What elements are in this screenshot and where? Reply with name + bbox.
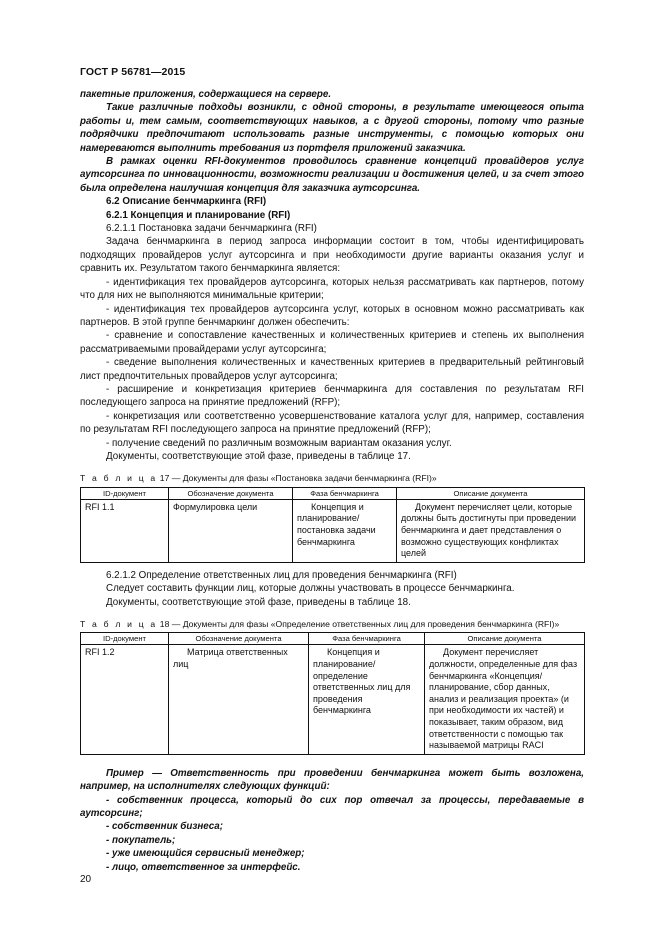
col-header-description: Описание документа [425, 633, 585, 645]
standard-header: ГОСТ Р 56781—2015 [80, 66, 186, 78]
table-header-row [81, 633, 585, 645]
intro-paragraph-0: пакетные приложения, содержащиеся на сервере. [80, 89, 332, 100]
body-paragraph: Следует составить функции лиц, которые должны участвовать в процессе бенчмаркинга. [106, 583, 515, 595]
example-list-item: - собственник бизнеса; [106, 821, 223, 833]
table-caption-prefix: Т а б л и ц а [80, 473, 158, 484]
col-header-name: Обозначение документа [169, 487, 293, 499]
heading-6-2: 6.2 Описание бенчмаркинга (RFI) [106, 196, 267, 208]
example-paragraph: Пример — Ответственность при проведении бенчмаркинга может быть возложена, например, на исполнителях следующих функций: [80, 767, 584, 793]
intro-paragraph-2: В рамках оценки RFI-документов проводилось сравнение концепций провайдеров услуг аутсорсинга по инновационности, возможности реализации и достижения целей, и за счет этого была определена наилучшая концепция для заказчика аутсорсинга. [80, 156, 584, 194]
body-list-item: - сравнение и сопоставление качественных и количественных критериев и степень их выполнения рассматриваемыми провайдерами услуг аутсорсинга; [80, 330, 584, 355]
body-list-item: - расширение и конкретизация критериев бенчмаркинга для составления по результатам RFI последующего запроса на принятие предложений (RFP); [80, 383, 584, 409]
body-paragraph: Документы, соответствующие этой фазе, приведены в таблице 17. [106, 450, 411, 462]
cell-phase: Концепция и планирование/ определение ответственных лиц для проведения бенчмаркинга [309, 645, 425, 754]
col-header-id: ID-документ [81, 487, 169, 499]
col-header-phase: Фаза бенчмаркинга [309, 633, 425, 645]
body-list-item: - конкретизация или соответственно усовершенствование каталога услуг для, например, составления по результатам RFI последующего запроса на принятие предложений (RFP); [80, 410, 584, 436]
table-18 [80, 632, 585, 754]
col-header-name: Обозначение документа [169, 633, 309, 645]
intro-paragraph-1: Такие различные подходы возникли, с одной стороны, в результате имеющегося опыта работы и, тем самым, соответствующих навыков, а с другой стороны, потому что разные подрядчики предпочитают использовать разные инструменты, с помощью которых они намереваются выполнить требования из портфеля приложений заказчика. [80, 102, 584, 154]
table-row [81, 499, 585, 562]
cell-description: Документ перечисляет должности, определенные для фаз бенчмаркинга «Концепция/планирование, сбор данных, анализ и реализация проекта» (и при необходимости их частей) и показывает, таким образом, вид ответственности с помощью так называемой матрицы RACI [425, 645, 585, 754]
col-header-id: ID-документ [81, 633, 169, 645]
col-header-description: Описание документа [397, 487, 585, 499]
cell-id: RFI 1.1 [81, 499, 169, 562]
cell-phase: Концепция и планирование/ постановка задачи бенчмаркинга [293, 499, 397, 562]
table-17 [80, 487, 585, 563]
heading-6-2-1: 6.2.1 Концепция и планирование (RFI) [106, 209, 291, 221]
heading-6-2-1-1: 6.2.1.1 Постановка задачи бенчмаркинга (RFI) [106, 223, 317, 235]
table-17-caption [80, 472, 584, 485]
table-caption-text: 17 — Документы для фазы «Постановка задачи бенчмаркинга (RFI)» [157, 473, 437, 484]
table-caption-text: 18 — Документы для фазы «Определение ответственных лиц для проведения бенчмаркинга (RFI)» [157, 618, 560, 629]
cell-name: Формулировка цели [169, 499, 293, 562]
body-list-item: - идентификация тех провайдеров аутсорсинга услуг, которых в основном можно рассматривать как партнеров. В этой группе бенчмаркинг должен обеспечить: [80, 303, 584, 328]
col-header-phase: Фаза бенчмаркинга [293, 487, 397, 499]
example-list-item: - лицо, ответственное за интерфейс. [106, 861, 301, 873]
page-number: 20 [80, 874, 92, 885]
example-list-item: - уже имеющийся сервисный менеджер; [106, 848, 305, 860]
table-18-caption [80, 618, 584, 631]
cell-name: Матрица ответственных лиц [169, 645, 309, 754]
body-list-item: - получение сведений по различным возможным вариантам оказания услуг. [106, 437, 452, 449]
example-list-item: - собственник процесса, который до сих пор отвечал за процессы, передаваемые в аутсорсинг; [80, 794, 584, 819]
table-header-row [81, 487, 585, 499]
cell-description: Документ перечисляет цели, которые должны быть достигнуты при проведении бенчмаркинга и дает представления о возможно существующих конфликтах целей [397, 499, 585, 562]
page-content [80, 88, 584, 874]
table-row [81, 645, 585, 754]
heading-6-2-1-2: 6.2.1.2 Определение ответственных лиц для проведения бенчмаркинга (RFI) [106, 569, 457, 581]
body-paragraph: Задача бенчмаркинга в период запроса информации состоит в том, чтобы идентифицировать подходящих провайдеров услуг аутсорсинга и при необходимости другие варианты оказания услуг и сравнить их. Результатом такого бенчмаркинга является: [80, 236, 584, 275]
body-list-item: - сведение выполнения количественных и качественных критериев в предварительный рейтинговый лист предпочтительных провайдеров услуг аутсорсинга; [80, 357, 584, 382]
table-caption-prefix: Т а б л и ц а [80, 618, 158, 629]
cell-id: RFI 1.2 [81, 645, 169, 754]
body-paragraph: Документы, соответствующие этой фазе, приведены в таблице 18. [106, 596, 411, 608]
example-list-item: - покупатель; [106, 834, 176, 846]
body-list-item: - идентификация тех провайдеров аутсорсинга, которых нельзя рассматривать как партнеров, потому что для них не выполняются минимальные критерии; [80, 276, 584, 302]
